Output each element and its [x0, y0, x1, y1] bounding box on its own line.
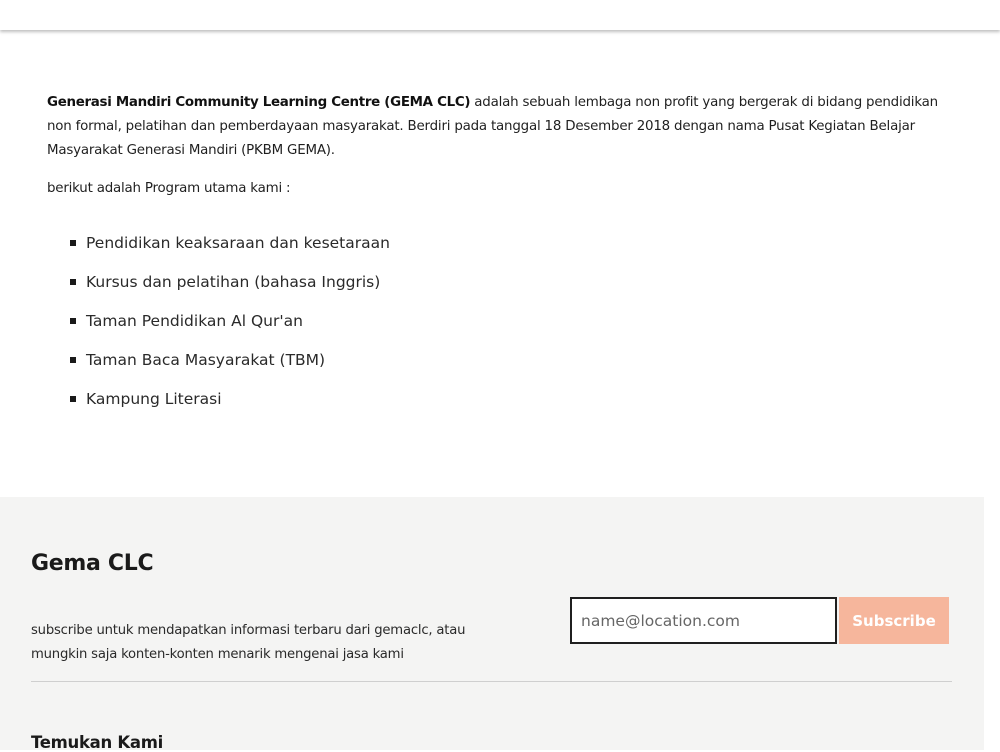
list-item: Kursus dan pelatihan (bahasa Inggris) — [70, 269, 390, 308]
square-bullet-icon — [70, 318, 76, 324]
list-item: Pendidikan keaksaraan dan kesetaraan — [70, 230, 390, 269]
about-paragraph — [47, 91, 947, 163]
program-list — [70, 230, 390, 425]
find-us-heading: Temukan Kami — [31, 733, 163, 752]
footer-description: subscribe untuk mendapatkan informasi terbaru dari gemaclc, atau mungkin saja konten-konten menarik mengenai jasa kami — [31, 623, 466, 662]
about-description: adalah sebuah lembaga non profit yang bergerak di bidang pendidikan non formal, pelatihan dan pemberdayaan masyarakat. Berdiri pada tanggal 18 Desember 2018 dengan nama Pusat Kegiatan Belajar Masyarakat Generasi Mandiri (PKBM GEMA). — [47, 95, 938, 158]
square-bullet-icon — [70, 279, 76, 285]
subscribe-button[interactable]: Subscribe — [839, 597, 949, 644]
org-name: Generasi Mandiri Community Learning Centre (GEMA CLC) — [47, 95, 471, 110]
list-item: Taman Baca Masyarakat (TBM) — [70, 347, 390, 386]
subscribe-form — [570, 597, 949, 644]
square-bullet-icon — [70, 357, 76, 363]
email-input[interactable] — [570, 597, 837, 644]
footer — [0, 497, 984, 750]
about-section — [47, 91, 947, 201]
list-item: Taman Pendidikan Al Qur'an — [70, 308, 390, 347]
footer-title: Gema CLC — [31, 551, 154, 576]
square-bullet-icon — [70, 396, 76, 402]
header-bar — [0, 0, 1000, 30]
list-item: Kampung Literasi — [70, 386, 390, 425]
program-lead-text: berikut adalah Program utama kami : — [47, 181, 291, 196]
footer-divider — [31, 681, 952, 682]
square-bullet-icon — [70, 240, 76, 246]
